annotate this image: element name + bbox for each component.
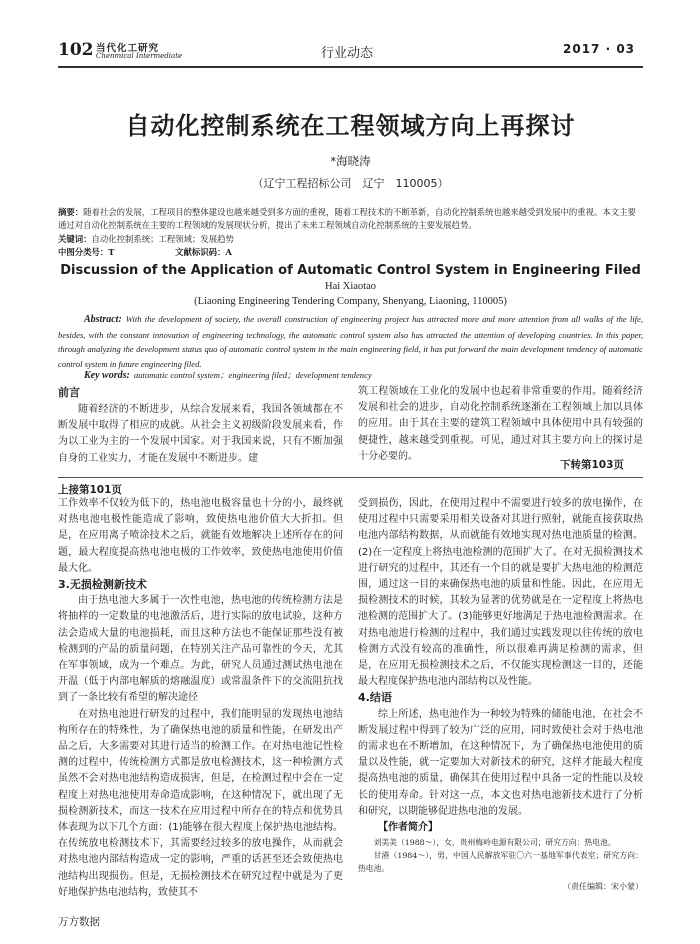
english-keywords-text: automatic control system；engineering filed；development tendency bbox=[133, 370, 372, 380]
journal-name-en: Chenmical Intermediate bbox=[96, 52, 183, 60]
left-paragraph-1: 工作效率不仅较为低下的，热电池电极容量也十分的小，最终就对热电池电极性能造成了影响，致使热电池价值大大折扣。但是，在应用离子喷涂技术之后，就能有效地解决上述所存在的问题，最大程度提高热电池电极的工作效率，致使热电池使用价值最大化。 bbox=[58, 498, 343, 574]
keywords-cn-label: 关键词： bbox=[58, 234, 92, 244]
abstract-cn bbox=[58, 206, 643, 231]
article-title: 自动化控制系统在工程领域方向上再探讨 bbox=[125, 112, 576, 140]
heading-conclusion: 4.结语 bbox=[358, 691, 392, 705]
english-title: Discussion of the Application of Automatic Control System in Engineering Filed bbox=[60, 263, 641, 278]
journal-name-cn: 当代化工研究 bbox=[96, 43, 160, 54]
left-paragraph-2: 由于热电池大多属于一次性电池，热电池的传统检测方法是将抽样的一定数量的电池激活后，进行实际的放电试验，这种方法会造成大量的电池损耗，而且这种方法也不能保证那些没有被检测到的产品的质量问题，在特别关注产品可靠性的今天，尤其在军事领域，成为一个难点。为此，研究人员通过测试热电池在开温（低于内部电解质的熔融温度）或常温条件下的交流阻抗找到了一条比较有希望的解决途径 bbox=[58, 595, 343, 704]
author-bio-2: 甘港（1984～），男，中国人民解放军驻〇六一基地军事代表室；研究方向：热电池。 bbox=[358, 851, 643, 874]
keywords-cn bbox=[58, 233, 643, 246]
intro-right-text: 筑工程领域在工业化的发展中也起着非常重要的作用。随着经济发展和社会的进步，自动化控制系统逐渐在工程领域上加以具体的应用。由于其在主要的建筑工程领域中具体使用中具有较强的便捷性，越来越受到重视。可见，通过对其主要方向上的探讨是十分必要的。 bbox=[358, 386, 643, 462]
author-name: *海晓涛 bbox=[330, 154, 371, 168]
right-paragraph-2: 综上所述，热电池作为一种较为特殊的储能电池，在社会不断发展过程中得到了较为广泛的应用，同时致使社会对于热电池的需求也在不断增加，在这种情况下，为了确保热电池使用的质量以及性能，就一定要加大对新技术的研究，这样才能最大程度提高热电池的质量，确保其在使用过程中具备一定的性能以及较长的使用寿命。针对这一点，本文也对热电池新技术进行了分析和研究，以期能够促进热电池的发展。 bbox=[358, 708, 643, 817]
author-bio-1: 刘美美（1988～），女，贵州梅岭电源有限公司；研究方向：热电池。 bbox=[373, 838, 616, 848]
left-column bbox=[58, 496, 343, 901]
right-column bbox=[358, 496, 643, 895]
author-bio-heading: 【作者简介】 bbox=[378, 822, 438, 834]
right-paragraph-1: 受到损伤，因此，在使用过程中不需要进行较多的放电操作，在使用过程中只需要采用相关设备对其进行照射，就能直接获取热电池内部结构数据，从而就能有效地实现对热电池质量的检测。(2)在一定程度上将热电池检测的范围扩大了。在对无损检测技术进行研究的过程中，其还有一个目的就是要扩大热电池的检测范围，通过这一目的来确保热电池的质量和性能。因此，在应用无损检测技术的时候，其较为显著的优势就是在一定程度上将热电池检测的范围扩大了。(3)能够更好地满足于热电池检测需求。在对热电池进行检测的过程中，我们通过实践发现以往传统的放电检测方式没有较高的准确性，所以很难再满足检测的需求，但是，在应用无损检测技术之后，不仅能实现检测这一目的，还能最大程度保护热电池内部结构以及性能。 bbox=[358, 498, 643, 688]
section-label: 行业动态 bbox=[321, 46, 374, 61]
issue-label: 2017 · 03 bbox=[563, 42, 636, 56]
footer-watermark: 万方数据 bbox=[58, 916, 100, 928]
english-abstract bbox=[58, 312, 643, 371]
author-affiliation: （辽宁工程招标公司 辽宁 110005） bbox=[252, 177, 449, 190]
english-keywords bbox=[84, 369, 644, 381]
english-abstract-label: Abstract: bbox=[84, 314, 122, 325]
abstract-cn-text: 随着社会的发展，工程项目的整体建设也越来越受到多方面的重视，随着工程技术的不断革新，自动化控制系统也越来越受到发展中的重视。本文主要通过对自动化控制系统在主要的工程领域的发展现状分析，提出了未来工程领域自动化控制系统的主要发展趋势。 bbox=[58, 207, 636, 230]
keywords-cn-text: 自动化控制系统；工程领域；发展趋势 bbox=[91, 234, 234, 244]
left-paragraph-3: 在对热电池进行研发的过程中，我们能明显的发现热电池结构所存在的特殊性，为了确保热电池的质量和性能，在研发出产品之后，大多需要对其进行适当的检测工作。在对热电池记性检测的过程中，传统检测方式都是放电检测技术，这一种检测方式虽然不会对热电池结构造成损害，但是，在检测过程中会在一定程度上对热电池使用寿命造成影响，在这种情况下，就出现了无损检测新技术，而这一技术在应用过程中所存在的特点和优势具体表现为以下几个方面：(1)能够在很大程度上保护热电池结构。在传统放电检测技术下，其需要经过较多的放电操作，从而就会对热电池内部结构造成一定的影响，严重的话甚至还会致使热电池结构出现损伤。但是，无损检测技术在研究过程中就是为了更好地保护热电池结构，致使其不 bbox=[58, 708, 343, 898]
continued-prev-label: 上接第101页 bbox=[58, 484, 122, 496]
page-number: 102 bbox=[58, 40, 94, 60]
continued-next-label: 下转第103页 bbox=[560, 459, 624, 471]
heading-nondestructive: 3.无损检测新技术 bbox=[58, 578, 147, 592]
english-keywords-label: Key words: bbox=[84, 370, 130, 381]
header-divider bbox=[58, 66, 643, 68]
doc-value: A bbox=[225, 247, 232, 257]
intro-heading: 前言 bbox=[58, 386, 80, 399]
intro-left-text: 随着经济的不断进步，从综合发展来看，我国各领域都在不断发展中取得了相应的成就。从社会主义初级阶段发展来看，作为以工业为主的一个发展中国家。对于我国来说，只有不断加强自身的工业实力，才能在发展中不断进步。建 bbox=[58, 404, 343, 464]
class-value: T bbox=[108, 247, 115, 257]
abstract-cn-label: 摘要： bbox=[58, 207, 84, 217]
english-affiliation: (Liaoning Engineering Tendering Company, Shenyang, Liaoning, 110005) bbox=[194, 296, 507, 307]
editor-note: （责任编辑：宋小蒙） bbox=[563, 882, 643, 892]
english-author: Hai Xiaotao bbox=[324, 281, 377, 292]
doc-label: 文献标识码： bbox=[175, 247, 226, 257]
class-label: 中图分类号： bbox=[58, 247, 109, 257]
english-abstract-text: With the development of society, the overall construction of engineering project has attracted more and more attention from all walks of the life, besides, with the constant innovation of engineering technology, the automatic control system also has attracted the attention of developing countries. In this paper, through analyzing the development status quo of automatic control system in the main engineering field, it has put forward the main development tendency of automatic control system in future engineering filed. bbox=[58, 314, 643, 369]
section-divider bbox=[58, 477, 643, 478]
classification bbox=[58, 246, 643, 259]
